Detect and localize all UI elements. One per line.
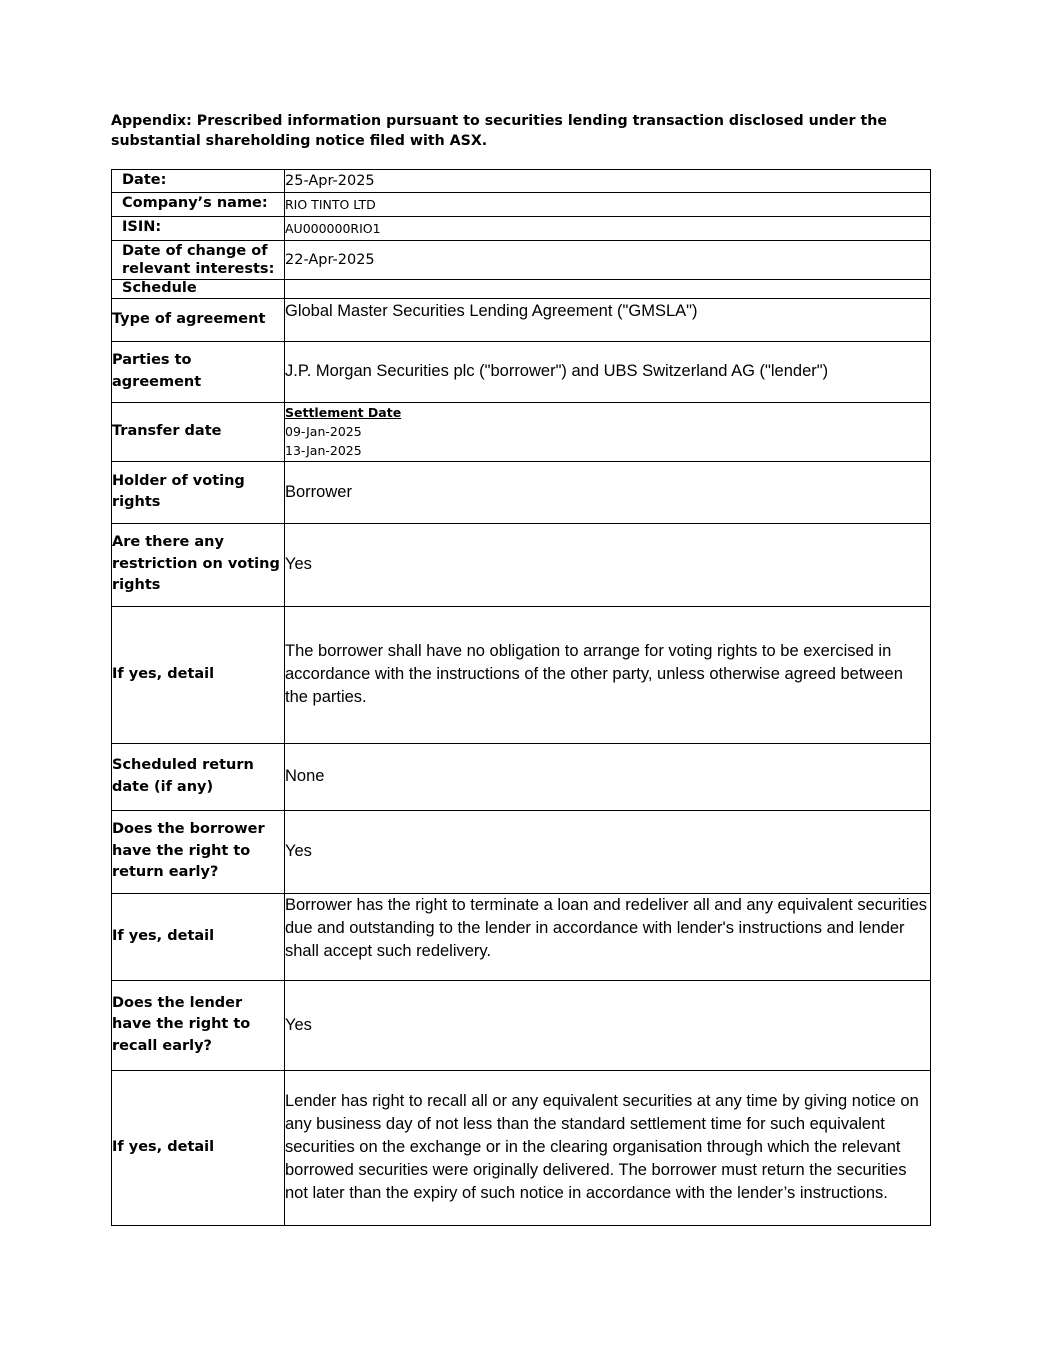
- table-row: [112, 216, 931, 240]
- table-row: [112, 170, 931, 193]
- return-early-detail-value: Borrower has the right to terminate a loan and redeliver all and any equivalent securities due and outstanding to the lender in accordance with lender's instructions and lender shall accept such redelivery.: [285, 893, 931, 980]
- table-row: [112, 1070, 931, 1225]
- scheduled-return-date-value: None: [285, 743, 931, 810]
- table-row: [112, 893, 931, 980]
- voting-restriction-value: Yes: [285, 523, 931, 606]
- disclosure-table: [111, 169, 931, 1226]
- return-early-label: Does the borrower have the right to return early?: [112, 810, 285, 893]
- table-row: [112, 192, 931, 216]
- company-name-value: RIO TINTO LTD: [285, 192, 931, 216]
- settlement-date: 09-Jan-2025: [285, 424, 362, 439]
- transfer-date-label: Transfer date: [112, 402, 285, 461]
- return-early-value: Yes: [285, 810, 931, 893]
- type-of-agreement-label: Type of agreement: [112, 298, 285, 341]
- table-row: [112, 298, 931, 341]
- table-row: [112, 606, 931, 743]
- company-name-label: Company’s name:: [112, 192, 285, 216]
- isin-value: AU000000RIO1: [285, 216, 931, 240]
- recall-early-detail-value: Lender has right to recall all or any equivalent securities at any time by giving notice on any business day of not less than the standard settlement time for such equivalent securities on the exchange or in the clearing organisation through which the relevant borrowed securities were originally delivered. The borrower must return the securities not later than the expiry of such notice in accordance with the lender’s instructions.: [285, 1070, 931, 1225]
- recall-early-detail-label: If yes, detail: [112, 1070, 285, 1225]
- holder-of-voting-rights-value: Borrower: [285, 461, 931, 523]
- return-early-detail-label: If yes, detail: [112, 893, 285, 980]
- isin-label: ISIN:: [112, 216, 285, 240]
- transfer-date-cell: [285, 402, 931, 461]
- table-row: [112, 810, 931, 893]
- schedule-label: Schedule: [112, 279, 285, 298]
- voting-restriction-detail-value: The borrower shall have no obligation to arrange for voting rights to be exercised in accordance with the instructions of the other party, unless otherwise agreed between the parties.: [285, 606, 931, 743]
- table-row: [112, 743, 931, 810]
- parties-label: Parties to agreement: [112, 341, 285, 402]
- recall-early-label: Does the lender have the right to recall early?: [112, 980, 285, 1070]
- scheduled-return-date-label: Scheduled return date (if any): [112, 743, 285, 810]
- table-row: [112, 523, 931, 606]
- schedule-value: [285, 279, 931, 298]
- recall-early-value: Yes: [285, 980, 931, 1070]
- change-date-label: Date of change of relevant interests:: [112, 240, 285, 279]
- table-row: [112, 461, 931, 523]
- table-row: [112, 341, 931, 402]
- voting-restriction-detail-label: If yes, detail: [112, 606, 285, 743]
- date-label: Date:: [112, 170, 285, 193]
- change-date-value: 22-Apr-2025: [285, 240, 931, 279]
- type-of-agreement-value: Global Master Securities Lending Agreement ("GMSLA"): [285, 298, 931, 341]
- settlement-date-header: Settlement Date: [285, 405, 402, 420]
- date-value: 25-Apr-2025: [285, 170, 931, 193]
- appendix-heading: Appendix: Prescribed information pursuant to securities lending transaction disclosed under the substantial shareholding notice filed with ASX.: [111, 113, 887, 149]
- settlement-date: 13-Jan-2025: [285, 443, 362, 458]
- parties-value: J.P. Morgan Securities plc ("borrower") and UBS Switzerland AG ("lender"): [285, 341, 931, 402]
- voting-restriction-label: Are there any restriction on voting rights: [112, 523, 285, 606]
- holder-of-voting-rights-label: Holder of voting rights: [112, 461, 285, 523]
- table-row: [112, 279, 931, 298]
- table-row: [112, 980, 931, 1070]
- table-row: [112, 240, 931, 279]
- table-row: [112, 402, 931, 461]
